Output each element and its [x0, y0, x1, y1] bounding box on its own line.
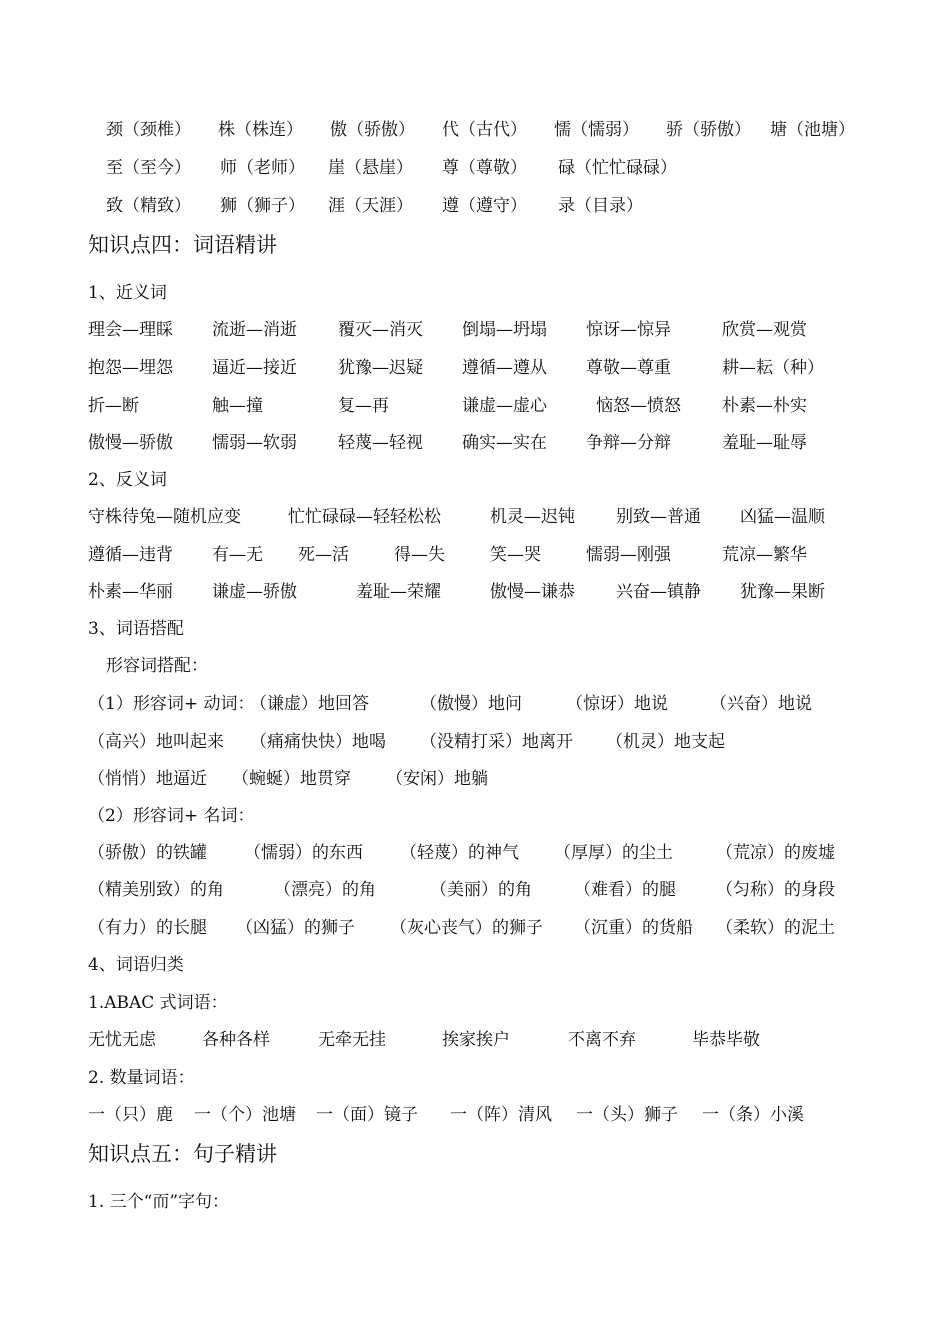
word-pair: 朴素—华丽 [88, 582, 173, 602]
phrase: （精美别致）的角 [88, 880, 224, 900]
phrase: （难看）的腿 [574, 880, 676, 900]
word: 一（面）镜子 [316, 1105, 418, 1125]
phrase: （匀称）的身段 [716, 880, 835, 900]
word-pair: 傲慢—骄傲 [88, 433, 173, 453]
char-pair: 尊（尊敬） [442, 158, 527, 178]
word-pair: 荒凉—繁华 [722, 545, 807, 565]
phrase: （没精打采）地离开 [420, 732, 573, 752]
phrase: （懦弱）的东西 [244, 843, 363, 863]
word-pair: 耕—耘（种） [722, 358, 824, 378]
word-pair: 尊敬—尊重 [586, 358, 671, 378]
word: 挨家挨户 [442, 1030, 510, 1050]
measure-label: 2. 数量词语： [88, 1068, 195, 1088]
word-pair: 流逝—消逝 [212, 320, 297, 340]
word-pair: 遵循—遵从 [462, 358, 547, 378]
phrase: （柔软）的泥土 [716, 918, 835, 938]
phrase: （谦虚）地回答 [250, 694, 369, 714]
word: 毕恭毕敬 [692, 1030, 760, 1050]
word-pair: 欣赏—观赏 [722, 320, 807, 340]
phrase: （机灵）地支起 [606, 732, 725, 752]
abac-label: 1.ABAC 式词语： [88, 993, 228, 1013]
char-pair: 致（精致） [106, 196, 191, 216]
char-pair: 师（老师） [220, 158, 305, 178]
phrase: （惊讶）地说 [566, 694, 668, 714]
word-pair: 争辩—分辩 [586, 433, 671, 453]
word: 无牵无挂 [318, 1030, 386, 1050]
word: 一（只）鹿 [88, 1105, 173, 1125]
phrase: （痛痛快快）地喝 [250, 732, 386, 752]
word-pair: 凶猛—温顺 [740, 507, 825, 527]
word-pair: 傲慢—谦恭 [490, 582, 575, 602]
phrase: （荒凉）的废墟 [716, 843, 835, 863]
word-pair: 机灵—迟钝 [490, 507, 575, 527]
word-pair: 犹豫—果断 [740, 582, 825, 602]
word-pair: 覆灭—消灭 [338, 320, 423, 340]
word-pair: 犹豫—迟疑 [338, 358, 423, 378]
phrase: （傲慢）地问 [420, 694, 522, 714]
char-pair: 录（目录） [558, 196, 643, 216]
phrase: （蜿蜒）地贯穿 [232, 769, 351, 789]
phrase: （轻蔑）的神气 [400, 843, 519, 863]
phrase: （灰心丧气）的狮子 [390, 918, 543, 938]
word-pair: 懦弱—刚强 [586, 545, 671, 565]
phrase: （安闲）地躺 [386, 769, 488, 789]
noun-collocation-label: （2）形容词+ 名词： [88, 806, 255, 826]
phrase: （兴奋）地说 [710, 694, 812, 714]
word-pair: 折—断 [88, 396, 139, 416]
char-pair: 株（株连） [218, 120, 303, 140]
word-pair: 朴素—朴实 [722, 396, 807, 416]
phrase: （有力）的长腿 [88, 918, 207, 938]
char-pair: 至（至今） [106, 158, 191, 178]
word-pair: 羞耻—荣耀 [356, 582, 441, 602]
word: 各种各样 [202, 1030, 270, 1050]
word-pair: 守株待兔—随机应变 [88, 507, 241, 527]
word: 无忧无虑 [88, 1030, 156, 1050]
word-pair: 羞耻—耻辱 [722, 433, 807, 453]
antonyms-label: 2、反义词 [88, 470, 167, 490]
word-pair: 谦虚—骄傲 [212, 582, 297, 602]
section-4-heading: 知识点四：词语精讲 [88, 233, 277, 257]
adv-label: （1）形容词+ 动词： [88, 694, 255, 714]
word-pair: 确实—实在 [462, 433, 547, 453]
word-pair: 惊讶—惊异 [586, 320, 671, 340]
phrase: （高兴）地叫起来 [88, 732, 224, 752]
word-pair: 逼近—接近 [212, 358, 297, 378]
word-pair: 复—再 [338, 396, 389, 416]
char-pair: 傲（骄傲） [330, 120, 415, 140]
phrase: （美丽）的角 [430, 880, 532, 900]
char-pair: 代（古代） [442, 120, 527, 140]
word-pair: 别致—普通 [616, 507, 701, 527]
char-pair: 懦（懦弱） [554, 120, 639, 140]
adj-collocation-label: 形容词搭配： [106, 656, 208, 676]
word-pair: 懦弱—软弱 [212, 433, 297, 453]
word: 一（个）池塘 [194, 1105, 296, 1125]
classify-label: 4、词语归类 [88, 955, 184, 975]
er-sentences-label: 1. 三个“而”字句： [88, 1192, 230, 1212]
char-pair: 遵（遵守） [442, 196, 527, 216]
phrase: （厚厚）的尘土 [554, 843, 673, 863]
word-pair: 轻蔑—轻视 [338, 433, 423, 453]
word-pair: 恼怒—愤怒 [596, 396, 681, 416]
word: 不离不弃 [568, 1030, 636, 1050]
word-pair: 兴奋—镇静 [616, 582, 701, 602]
word: 一（头）狮子 [576, 1105, 678, 1125]
word-pair: 理会—理睬 [88, 320, 173, 340]
word: 一（阵）清风 [450, 1105, 552, 1125]
word-pair: 抱怨—埋怨 [88, 358, 173, 378]
char-pair: 涯（天涯） [328, 196, 413, 216]
word-pair: 有—无 [212, 545, 263, 565]
collocation-label: 3、词语搭配 [88, 619, 184, 639]
word-pair: 死—活 [298, 545, 349, 565]
char-pair: 崖（悬崖） [328, 158, 413, 178]
char-pair: 碌（忙忙碌碌） [558, 158, 677, 178]
phrase: （沉重）的货船 [574, 918, 693, 938]
phrase: （骄傲）的铁罐 [88, 843, 207, 863]
phrase: （漂亮）的角 [274, 880, 376, 900]
char-pair: 骄（骄傲） [666, 120, 751, 140]
word-pair: 谦虚—虚心 [462, 396, 547, 416]
char-pair: 狮（狮子） [220, 196, 305, 216]
char-pair: 塘（池塘） [770, 120, 855, 140]
section-5-heading: 知识点五：句子精讲 [88, 1142, 277, 1166]
word-pair: 忙忙碌碌—轻轻松松 [288, 507, 441, 527]
word-pair: 触—撞 [212, 396, 263, 416]
char-pair: 颈（颈椎） [106, 120, 191, 140]
word-pair: 得—失 [394, 545, 445, 565]
word-pair: 倒塌—坍塌 [462, 320, 547, 340]
phrase: （悄悄）地逼近 [88, 769, 207, 789]
word-pair: 遵循—违背 [88, 545, 173, 565]
word: 一（条）小溪 [702, 1105, 804, 1125]
word-pair: 笑—哭 [490, 545, 541, 565]
synonyms-label: 1、近义词 [88, 283, 167, 303]
phrase: （凶猛）的狮子 [236, 918, 355, 938]
